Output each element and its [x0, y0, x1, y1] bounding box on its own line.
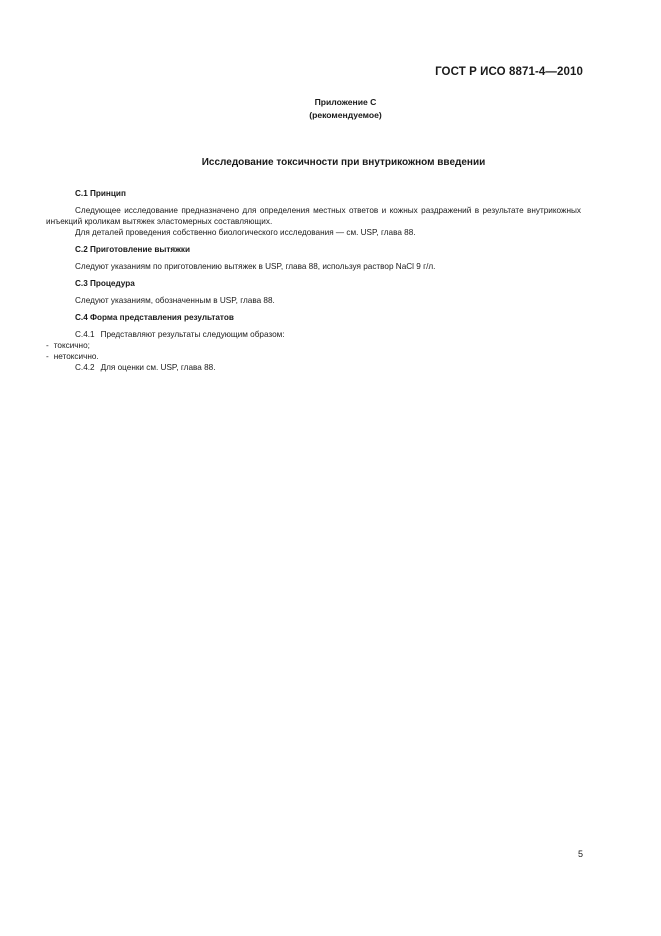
paragraph-c2-extract: Следуют указаниям по приготовлению вытяжек в USP, глава 88, используя раствор NaCl 9 г/л. [75, 262, 436, 271]
paragraph-c1-purpose: Следующее исследование предназначено для определения местных ответов и кожных раздражений в результате внутрикожных инъекций кроликам вытяжек эластомерных составляющих. [46, 206, 581, 226]
section-heading-c3: С.3 Процедура [75, 279, 135, 288]
page-number: 5 [577, 849, 583, 859]
list-dash: - [46, 352, 49, 361]
list-item [46, 351, 581, 362]
subclause-c42-text: Для оценки см. USP, глава 88. [100, 363, 216, 372]
page-title [0, 157, 661, 168]
list-item-text: нетоксично. [53, 352, 99, 361]
subclause-c42-number: С.4.2 [75, 363, 95, 372]
section-heading-c4: С.4 Форма представления результатов [75, 313, 234, 322]
document-code: ГОСТ Р ИСО 8871-4—2010 [435, 66, 583, 78]
document-body [46, 188, 581, 373]
paragraph-c3-procedure: Следуют указаниям, обозначенным в USP, глава 88. [75, 296, 275, 305]
list-item [46, 340, 581, 351]
section-heading-c2: С.2 Приготовление вытяжки [75, 245, 191, 254]
subclause-c41-text: Представляют результаты следующим образом: [100, 330, 285, 339]
subclause-c41-number: С.4.1 [75, 330, 95, 339]
annex-status: (рекомендуемое) [309, 110, 382, 120]
subclause-c42 [46, 362, 581, 373]
subclause-c41 [46, 329, 581, 340]
list-item-text: токсично; [53, 341, 90, 350]
paragraph-c1-reference: Для деталей проведения собственно биологического исследования — см. USP, глава 88. [75, 228, 416, 237]
list-dash: - [46, 341, 49, 350]
annex-label: Приложение С [314, 97, 377, 107]
annex-heading [0, 96, 661, 122]
page-title-text: Исследование токсичности при внутрикожном введении [201, 157, 486, 168]
section-heading-c1: С.1 Принцип [75, 189, 126, 198]
